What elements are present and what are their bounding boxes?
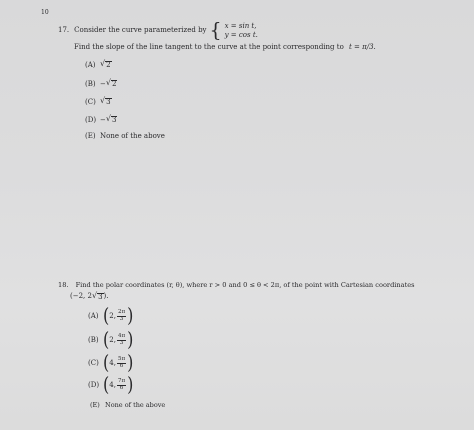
radius: 4 [109, 381, 114, 389]
radicand: 3 [106, 98, 111, 106]
radicand: 3 [98, 293, 103, 301]
q18-choice-d[interactable] [88, 373, 134, 396]
numerator: 7π [117, 377, 126, 384]
comma: , [113, 336, 116, 344]
radicand: 2 [106, 61, 111, 69]
equation-y: y = cos t. [224, 30, 258, 39]
left-paren: ( [103, 304, 110, 327]
radical-sign: √ [100, 59, 106, 68]
q18-choice-a[interactable] [88, 304, 134, 327]
q18-choice-c[interactable] [88, 351, 134, 374]
sqrt-expression [106, 79, 118, 88]
sqrt-expression [100, 97, 112, 106]
polar-pair [103, 373, 134, 396]
choice-label: (B) [85, 79, 96, 88]
radius: 2 [109, 312, 114, 320]
comma: , [113, 312, 116, 320]
q17-choice-c[interactable] [85, 97, 112, 106]
q18-point-line [70, 292, 109, 301]
polar-pair [103, 328, 134, 351]
choice-text: None of the above [105, 401, 166, 409]
right-paren: ) [127, 304, 134, 327]
page-number: 10 [41, 9, 49, 16]
denominator: 6 [119, 384, 124, 391]
point-suffix: ). [103, 292, 109, 300]
angle-fraction [117, 310, 126, 323]
radical-sign: √ [105, 78, 111, 87]
q17-number: 17. [58, 26, 70, 35]
denominator: 3 [119, 315, 124, 322]
radical-sign: √ [100, 96, 106, 105]
sqrt-expression [100, 60, 112, 69]
choice-label: (D) [85, 115, 97, 124]
q18-prompt-line [58, 282, 415, 289]
q18-number: 18. [58, 281, 69, 289]
numerator: 2π [117, 308, 126, 315]
comma: , [113, 381, 116, 389]
left-paren: ( [103, 351, 110, 374]
q18-choice-e[interactable] [90, 401, 165, 409]
choice-sign: − [100, 79, 106, 88]
right-paren: ) [127, 351, 134, 374]
q17-choice-b[interactable] [85, 79, 117, 88]
radius: 2 [109, 336, 114, 344]
q17-condition: t = π/3. [349, 43, 376, 51]
angle-fraction [117, 334, 126, 347]
choice-label: (A) [88, 312, 99, 320]
numerator: 5π [117, 355, 126, 362]
angle-fraction [117, 379, 126, 392]
q18-line1: Find the polar coordinates (r, θ), where r > 0 and 0 ≤ θ < 2π, of the point with Cartesian coordinates [75, 281, 415, 289]
q17-prompt: Consider the curve parameterized by [74, 26, 207, 35]
radical-sign: √ [91, 291, 98, 300]
q17-instruction: Find the slope of the line tangent to the curve at the point corresponding to [74, 43, 344, 51]
sqrt-expression [92, 292, 104, 301]
parametric-system [225, 22, 258, 40]
comma: , [113, 359, 116, 367]
radius: 4 [109, 359, 114, 367]
q17-choice-d[interactable] [85, 115, 117, 124]
sqrt-expression [106, 115, 118, 124]
q17-choice-a[interactable] [85, 60, 112, 69]
denominator: 6 [119, 362, 124, 369]
choice-label: (A) [85, 60, 96, 69]
radicand: 3 [111, 116, 117, 124]
left-paren: ( [103, 328, 110, 351]
q17-choice-e[interactable] [85, 132, 165, 140]
choice-label: (C) [85, 97, 96, 106]
right-paren: ) [127, 328, 134, 351]
q18-choice-b[interactable] [88, 328, 134, 351]
equation-x: x = sin t, [224, 22, 257, 30]
choice-sign: − [100, 115, 106, 124]
choice-label: (D) [88, 381, 100, 389]
point-prefix: (−2, 2 [70, 292, 92, 300]
q17-prompt-line [58, 18, 258, 42]
left-brace: { [209, 18, 222, 42]
radical-sign: √ [105, 114, 111, 123]
choice-label: (E) [85, 132, 96, 140]
choice-label: (B) [88, 336, 99, 344]
right-paren: ) [127, 373, 134, 396]
polar-pair [103, 351, 134, 374]
choice-text: None of the above [100, 132, 165, 140]
choice-label: (C) [88, 359, 99, 367]
left-paren: ( [103, 373, 110, 396]
radicand: 2 [111, 80, 117, 88]
denominator: 3 [119, 339, 124, 346]
numerator: 4π [117, 332, 126, 339]
choice-label: (E) [90, 401, 100, 409]
angle-fraction [117, 357, 126, 370]
polar-pair [103, 304, 134, 327]
q17-instruction-line [74, 44, 376, 51]
